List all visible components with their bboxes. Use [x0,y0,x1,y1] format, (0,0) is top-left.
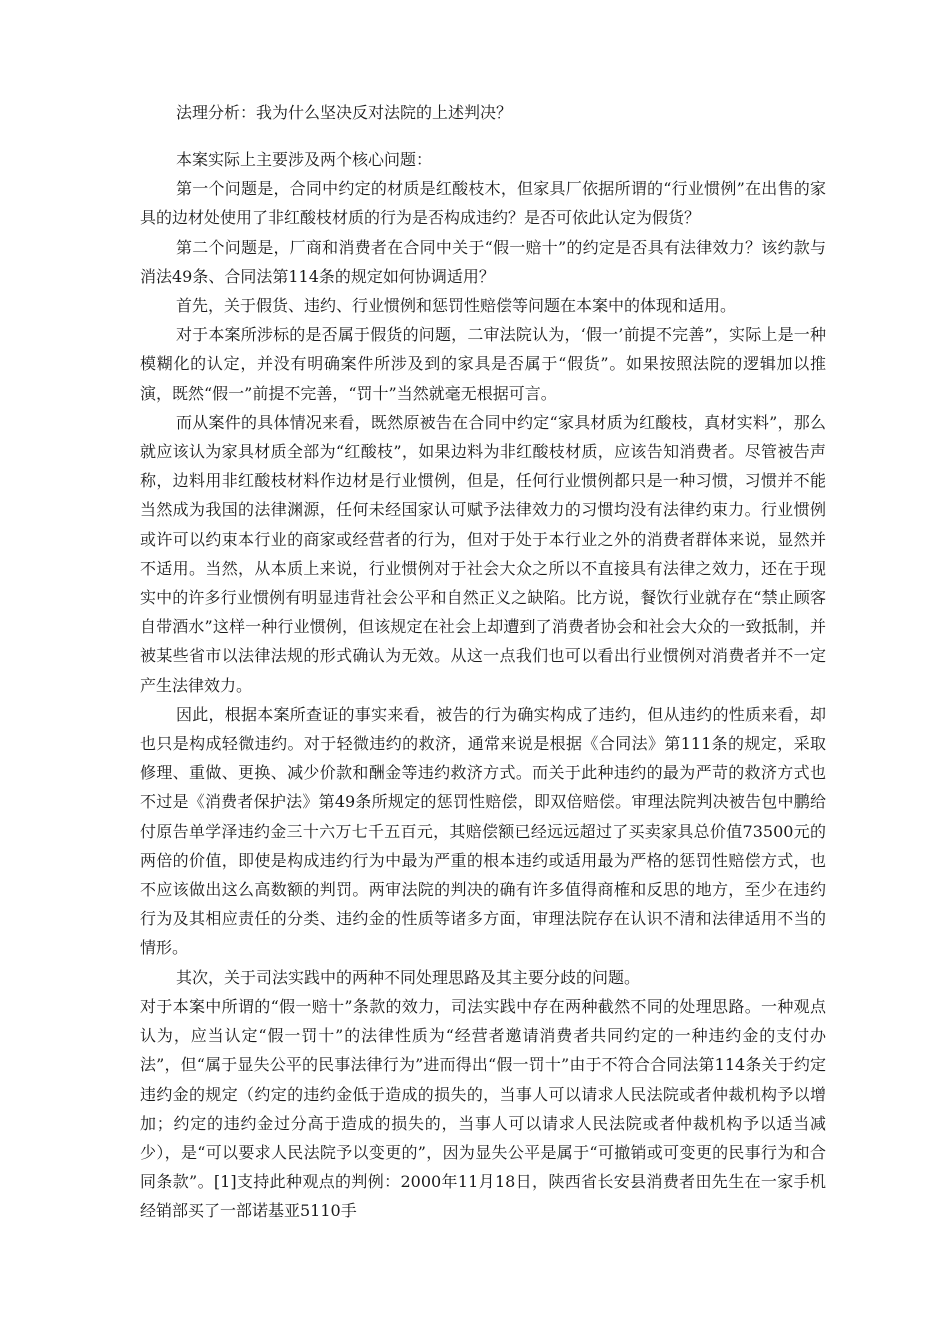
paragraph-second-point: 其次，关于司法实践中的两种不同处理思路及其主要分歧的问题。 [176,967,641,987]
paragraph-minor-breach: 因此，根据本案所查证的事实来看，被告的行为确实构成了违约，但从违约的性质来看，却也只是构成轻微违约。对于轻微违约的救济，通常来说是根据《合同法》第111条的规定，采取修理、重做、更换、减少价款和酬金等违约救济方式。而关于此种违约的最为严苛的救济方式也不过是《消费者保护法》第49条所规定的惩罚性赔偿，即双倍赔偿。审理法院判决被告包中鹏给付原告单学泽违约金三十六万七千五百元，其赔偿额已经远远超过了买卖家具总价值73500元的两倍的价值，即使是构成违约行为中最为严重的根本违约或适用最为严格的惩罚性赔偿方式，也不应该做出这么高数额的判罚。两审法院的判决的确有许多值得商榷和反思的地方，至少在违约行为及其相应责任的分类、违约金的性质等诸多方面，审理法院存在认识不清和法律适用不当的情形。 [140,704,826,958]
paragraph-industry-practice: 而从案件的具体情况来看，既然原被告在合同中约定“家具材质为红酸枝，真材实料”，那么就应该认为家具材质全部为“红酸枝”，如果边料为非红酸枝材质，应该告知消费者。尽管被告声称，边料用非红酸枝材料作边材是行业惯例，但是，任何行业惯例都只是一种习惯，习惯并不能当然成为我国的法律渊源，任何未经国家认可赋予法律效力的习惯均没有法律约束力。行业惯例或许可以约束本行业的商家或经营者的行为，但对于处于本行业之外的消费者群体来说，显然并不适用。当然，从本质上来说，行业惯例对于社会大众之所以不直接具有法律之效力，还在于现实中的许多行业惯例有明显违背社会公平和自然正义之缺陷。比方说，餐饮行业就存在“禁止顾客自带酒水”这样一种行业惯例，但该规定在社会上却遭到了消费者协会和社会大众的一致抵制，并被某些省市以法律法规的形式确认为无效。从这一点我们也可以看出行业惯例对消费者并不一定产生法律效力。 [140,412,826,695]
paragraph-intro: 本案实际上主要涉及两个核心问题： [176,150,433,169]
paragraph-question-1: 第一个问题是，合同中约定的材质是红酸枝木，但家具厂依据所谓的“行业惯例”在出售的家具的边材处使用了非红酸枝材质的行为是否构成违约？是否可依此认定为假货？ [140,179,826,228]
paragraph-question-2: 第二个问题是，厂商和消费者在合同中关于“假一赔十”的约定是否具有法律效力？该约款与消法49条、合同法第114条的规定如何协调适用？ [140,237,826,286]
paragraph-counterfeit-issue: 对于本案所涉标的是否属于假货的问题，二审法院认为，‘假一’前提不完善”，实际上是一种模糊化的认定，并没有明确案件所涉及到的家具是否属于“假货”。如果按照法院的逻辑加以推演，既然“假一”前提不完善，“罚十”当然就毫无根据可言。 [140,325,826,403]
paragraph-first-point: 首先，关于假货、违约、行业惯例和惩罚性赔偿等问题在本案中的体现和适用。 [176,296,737,316]
paragraph-judicial-practice: 对于本案中所谓的“假一赔十”条款的效力，司法实践中存在两种截然不同的处理思路。一种观点认为，应当认定“假一罚十”的法律性质为“经营者邀请消费者共同约定的一种违约金的支付办法”，但“属于显失公平的民事法律行为”进而得出“假一罚十”由于不符合合同法第114条关于约定违约金的规定（约定的违约金低于造成的损失的，当事人可以请求人民法院或者仲裁机构予以增加；约定的违约金过分高于造成的损失的，当事人可以请求人民法院或者仲裁机构予以适当减少），是“可以要求人民法院予以变更的”，因为显失公平是属于“可撤销或可变更的民事行为和合同条款”。[1]支持此种观点的判例：2000年11月18日，陕西省长安县消费者田先生在一家手机经销部买了一部诺基亚5110手 [140,996,826,1221]
section-heading: 法理分析：我为什么坚决反对法院的上述判决？ [176,103,513,122]
